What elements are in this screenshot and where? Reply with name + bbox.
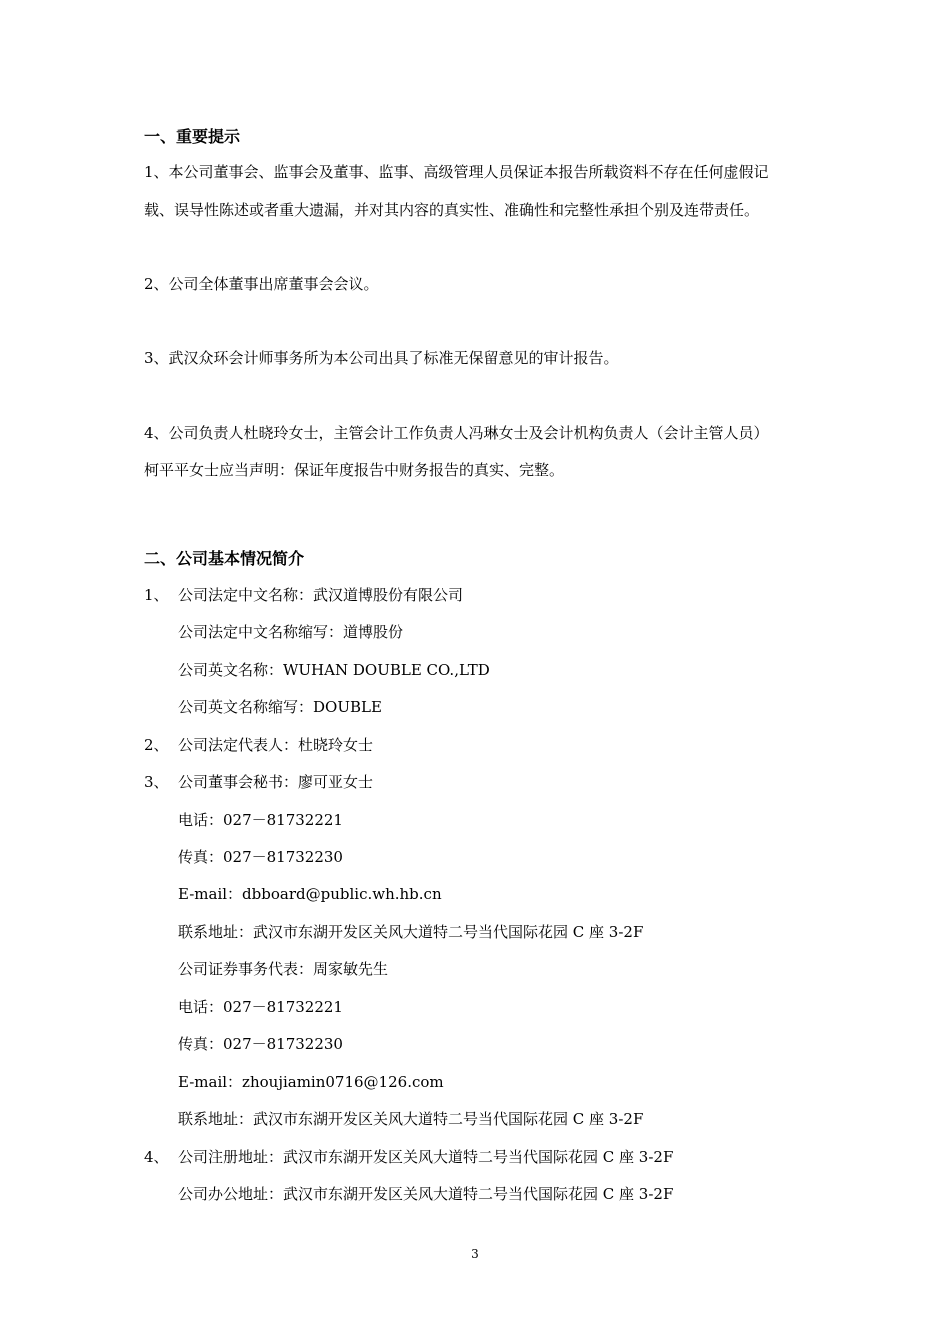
secretary-fax: 传真：027－81732230 (178, 848, 343, 866)
notice-4-line-1: 4、公司负责人杜晓玲女士，主管会计工作负责人冯琳女士及会计机构负责人（会计主管人员） (144, 424, 769, 442)
company-chinese-name: 公司法定中文名称：武汉道博股份有限公司 (178, 586, 464, 604)
securities-representative: 公司证券事务代表：周家敏先生 (178, 960, 389, 978)
item-3-number: 3、 (144, 773, 169, 791)
section-heading-company-profile: 二、公司基本情况简介 (144, 549, 305, 568)
office-address: 公司办公地址：武汉市东湖开发区关风大道特二号当代国际花园 C 座 3-2F (178, 1185, 674, 1203)
representative-address: 联系地址：武汉市东湖开发区关风大道特二号当代国际花园 C 座 3-2F (178, 1110, 644, 1128)
company-english-name: 公司英文名称：WUHAN DOUBLE CO.,LTD (178, 661, 490, 679)
item-4-number: 4、 (144, 1148, 169, 1166)
notice-1-line-1: 1、本公司董事会、监事会及董事、监事、高级管理人员保证本报告所载资料不存在任何虚假记 (144, 163, 769, 181)
notice-4-line-2: 柯平平女士应当声明：保证年度报告中财务报告的真实、完整。 (144, 461, 565, 479)
registered-address: 公司注册地址：武汉市东湖开发区关风大道特二号当代国际花园 C 座 3-2F (178, 1148, 674, 1166)
secretary-phone: 电话：027－81732221 (178, 811, 343, 829)
company-chinese-short-name: 公司法定中文名称缩写：道博股份 (178, 623, 404, 641)
secretary-address: 联系地址：武汉市东湖开发区关风大道特二号当代国际花园 C 座 3-2F (178, 923, 644, 941)
board-secretary: 公司董事会秘书：廖可亚女士 (178, 773, 374, 791)
representative-email: E-mail：zhoujiamin0716@126.com (178, 1073, 444, 1091)
section-heading-important-notes: 一、重要提示 (144, 127, 241, 146)
representative-fax: 传真：027－81732230 (178, 1035, 343, 1053)
representative-phone: 电话：027－81732221 (178, 998, 343, 1016)
page-number: 3 (471, 1247, 479, 1261)
legal-representative: 公司法定代表人：杜晓玲女士 (178, 736, 374, 754)
notice-1-line-2: 载、误导性陈述或者重大遗漏，并对其内容的真实性、准确性和完整性承担个别及连带责任。 (144, 201, 760, 219)
company-english-short-name: 公司英文名称缩写：DOUBLE (178, 698, 382, 716)
item-2-number: 2、 (144, 736, 169, 754)
notice-3: 3、武汉众环会计师事务所为本公司出具了标准无保留意见的审计报告。 (144, 349, 619, 367)
item-1-number: 1、 (144, 586, 169, 604)
notice-2: 2、公司全体董事出席董事会会议。 (144, 275, 379, 293)
secretary-email: E-mail：dbboard@public.wh.hb.cn (178, 885, 442, 903)
